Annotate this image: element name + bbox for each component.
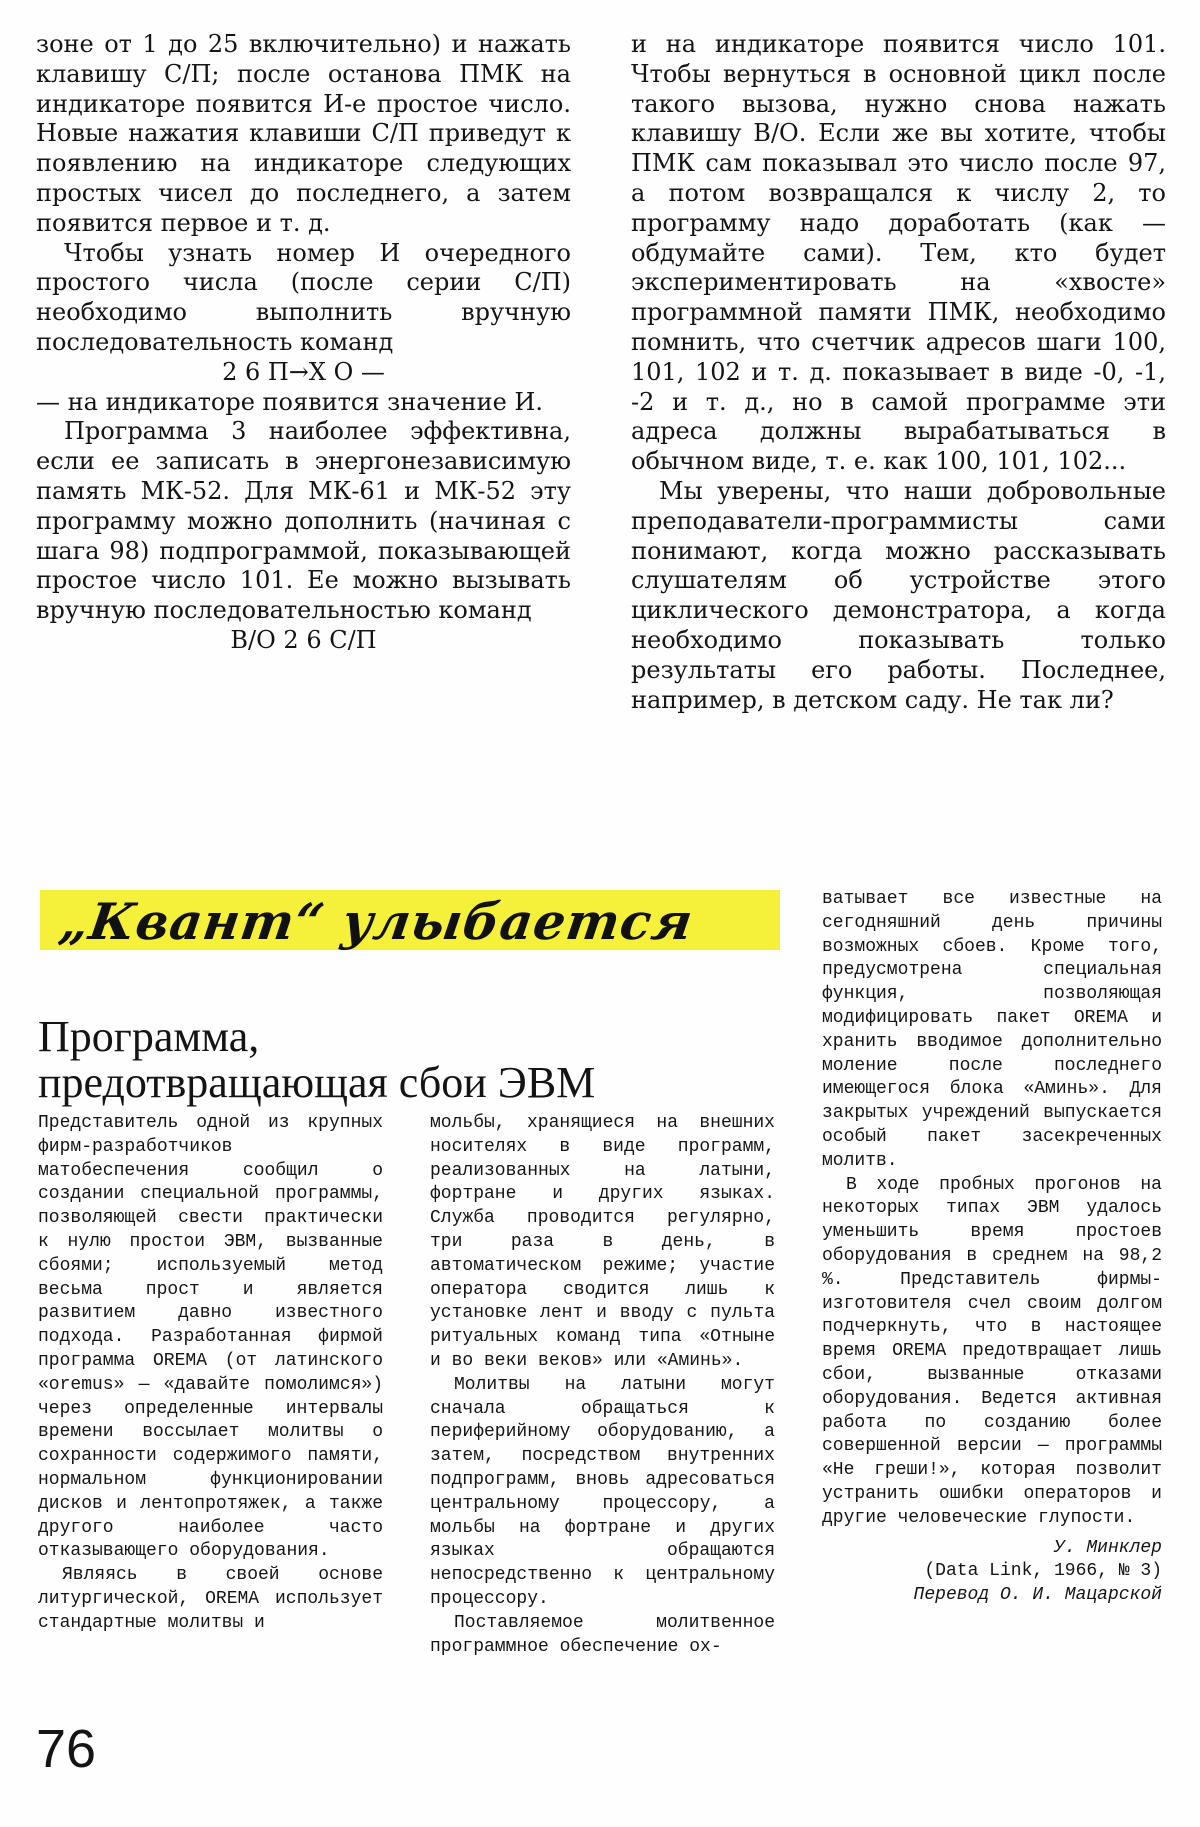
- paragraph: зоне от 1 до 25 включительно) и нажать клавишу С/П; после останова ПМК на индикаторе появится И-е простое число. Новые нажатия клавиши С/П приведут к появлению на индикаторе следующих простых чисел до последнего, а затем появится первое и т. д.: [36, 30, 571, 237]
- paragraph: В ходе пробных прогонов на некоторых типах ЭВМ удалось уменьшить время простоев оборудования в среднем на 98,2 %. Представитель фирмы-изготовителя счел своим долгом подчеркнуть, что в настоящее время OREMA предотвращает лишь сбои, вызванные отказами оборудования. Ведется активная работа по созданию более совершенной версии — программы «Не греши!», которая позволит устранить ошибки операторов и другие человеческие глупости.: [822, 1174, 1162, 1528]
- page-number: 76: [36, 1719, 97, 1779]
- paragraph: Программа 3 наиболее эффективна, если ее записать в энергонезависимую память МК-52. Для МК-61 и МК-52 эту программу можно дополнить (начиная с шага 98) подпрограммой, показывающей простое число 101. Ее можно вызывать вручную последовательностью команд: [36, 417, 571, 625]
- top-continuation: [36, 30, 1166, 715]
- command-sequence: 2 6 П→Х О —: [222, 357, 385, 386]
- article-column-2: [430, 1112, 775, 1659]
- paragraph: Являясь в своей основе литургической, OREMA использует стандартные молитвы и: [38, 1565, 383, 1633]
- top-left-column: [36, 30, 571, 715]
- article-title: [38, 1014, 778, 1106]
- paragraph: ватывает все известные на сегодняшний день причины возможных сбоев. Кроме того, предусмотрена специальная функция, позволяющая модифицировать пакет OREMA и хранить вводимое дополнительно моление после последнего имеющегося блока «Аминь». Для закрытых учреждений выпускается особый пакет засекреченных молитв.: [822, 889, 1162, 1171]
- title-line-1: Программа,: [38, 1012, 260, 1061]
- translator: Перевод О. И. Мацарской: [913, 1585, 1162, 1606]
- source: (Data Link, 1966, № 3): [924, 1561, 1162, 1582]
- section-banner: [40, 890, 780, 950]
- command-sequence: В/О 2 6 С/П: [230, 625, 377, 654]
- title-line-2: предотвращающая сбои ЭВМ: [38, 1058, 596, 1107]
- banner-title: „Квант“ улыбается: [55, 892, 698, 951]
- paragraph: мольбы, хранящиеся на внешних носителях в виде программ, реализованных на латыни, фортране и других языках. Служба проводится регулярно, три раза в день, в автоматическом режиме; участие оператора сводится лишь к установке лент и вводу с пульта ритуальных команд типа «Отныне и во веки веков» или «Аминь».: [430, 1113, 775, 1371]
- paragraph: Представитель одной из крупных фирм-разработчиков матобеспечения сообщил о создании специальной программы, позволяющей свести практически к нулю простои ЭВМ, вызванные сбоями; используемый метод весьма прост и является развитием давно известного подхода. Разработанная фирмой программа OREMA (от латинского «oremus» — «давайте помолимся») через определенные интервалы времени воссылает молитвы о сохранности содержимого памяти, нормальном функционировании дисков и лентопротяжек, а также другого наиболее часто отказывающего оборудования.: [38, 1113, 383, 1562]
- paragraph: Чтобы узнать номер И очередного простого числа (после серии С/П) необходимо выполнить вручную последовательность команд: [36, 238, 571, 356]
- article-column-1: [38, 1112, 383, 1636]
- top-right-column: [631, 30, 1166, 715]
- paragraph: Поставляемое молитвенное программное обеспечение ох-: [430, 1612, 775, 1657]
- article-column-3: [822, 888, 1162, 1608]
- paragraph: и на индикаторе появится число 101. Чтобы вернуться в основной цикл после такого вызова, нужно снова нажать клавишу В/О. Если же вы хотите, чтобы ПМК сам показывал это число после 97, а потом возвращался к числу 2, то программу надо доработать (как — обдумайте сами). Тем, кто будет экспериментировать на «хвосте» программной памяти ПМК, необходимо помнить, что счетчик адресов шаги 100, 101, 102 и т. д. показывает в виде -0, -1, -2 и т. д., но в самой программе эти адреса должны вырабатываться в обычном виде, т. е. как 100, 101, 102...: [631, 30, 1166, 476]
- paragraph: Мы уверены, что наши добровольные преподаватели-программисты сами понимают, когда можно рассказывать слушателям об устройстве этого циклического демонстратора, а когда необходимо показывать только результаты его работы. Последнее, например, в детском саду. Не так ли?: [631, 476, 1166, 714]
- paragraph: — на индикаторе появится значение И.: [36, 387, 543, 416]
- paragraph: Молитвы на латыни могут сначала обращаться к периферийному оборудованию, а затем, посредством внутренних подпрограмм, вновь адресоваться центральному процессору, а мольбы на фортране и других языках обращаются непосредственно к центральному процессору.: [430, 1374, 775, 1609]
- author: У. Минклер: [1053, 1537, 1162, 1558]
